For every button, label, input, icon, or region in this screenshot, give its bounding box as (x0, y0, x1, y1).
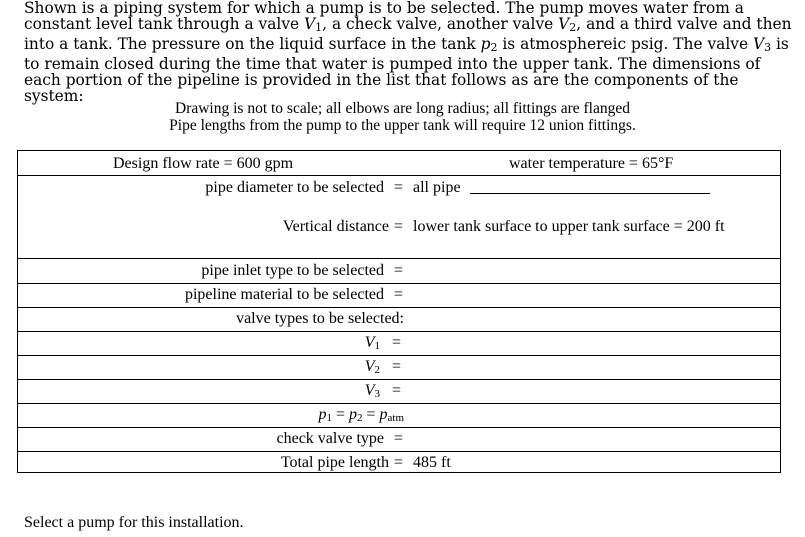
p2-symbol: p (348, 406, 357, 423)
v1-label (365, 334, 380, 355)
intro-v3: V (752, 35, 765, 53)
pipeline-material-label: pipeline material to be selected (184, 286, 384, 303)
row-divider (17, 175, 781, 176)
pipe-diameter-eq: = (394, 179, 404, 196)
intro-p2-sub: 2 (490, 41, 498, 54)
intro-v1-sub: 1 (315, 21, 323, 34)
v3-sub: 3 (374, 388, 380, 400)
v3-label (365, 382, 380, 403)
intro-text-2: , a check valve, another valve (322, 15, 559, 33)
intro-text-1: Shown is a piping system for which a pump is to be selected. The pump moves water from a constant level tank through a valve (24, 0, 744, 33)
row-divider (17, 283, 781, 284)
pressure-equality (318, 406, 404, 427)
v2-eq: = (392, 358, 402, 375)
row-divider (17, 403, 781, 404)
intro-v3-sub: 3 (764, 41, 772, 54)
intro-text-4: is atmosphereic psig. The valve (497, 35, 753, 53)
row-divider (17, 307, 781, 308)
v2-sub: 2 (374, 364, 380, 376)
total-length-eq: = (394, 454, 404, 471)
pipe-diameter-blank (470, 193, 710, 194)
check-valve-eq: = (394, 430, 404, 447)
intro-p2: p (480, 35, 491, 53)
intro-v1: V (304, 15, 316, 33)
v3-eq: = (392, 382, 402, 399)
footer-instruction: Select a pump for this installation. (24, 514, 244, 531)
v1-sub: 1 (374, 340, 380, 352)
pipeline-material-eq: = (394, 286, 404, 303)
vertical-distance-eq: = (394, 218, 404, 235)
v3-symbol: V (364, 382, 375, 399)
water-temperature: water temperature = 65°F (509, 155, 674, 172)
v1-symbol: V (364, 334, 375, 351)
v2-label (365, 358, 380, 379)
v1-eq: = (392, 334, 402, 351)
pipe-inlet-label: pipe inlet type to be selected (201, 262, 384, 279)
vertical-distance-value: lower tank surface to upper tank surface = 200 ft (413, 218, 725, 235)
pipe-diameter-value: all pipe (413, 179, 461, 196)
intro-v2-sub: 2 (569, 21, 577, 34)
v2-symbol: V (364, 358, 375, 375)
intro-text-5: is to remain closed during the time that water is pumped into the upper tank. The dimensions of each portion of the pipeline is provided in the list that follows as are the components of the system: (24, 35, 789, 105)
total-length-label: Total pipe length (280, 454, 389, 471)
patm-symbol: p (379, 406, 388, 423)
note-line-1: Drawing is not to scale; all elbows are long radius; all fittings are flanged (175, 100, 630, 117)
design-flow-rate: Design flow rate = 600 gpm (113, 155, 294, 172)
p1-sub: 1 (326, 412, 332, 424)
valve-types-label: valve types to be selected: (236, 310, 404, 327)
row-divider (17, 331, 781, 332)
total-length-value: 485 ft (413, 454, 451, 471)
row-divider (17, 427, 781, 428)
row-divider (17, 258, 781, 259)
row-divider (17, 379, 781, 380)
row-divider (17, 355, 781, 356)
note-line-2: Pipe lengths from the pump to the upper tank will require 12 union fittings. (169, 117, 636, 134)
check-valve-label: check valve type (276, 430, 384, 447)
row-divider (17, 451, 781, 452)
pipe-diameter-label: pipe diameter to be selected (205, 179, 384, 196)
p1-symbol: p (318, 406, 327, 423)
intro-v2: V (558, 15, 570, 33)
vertical-distance-label: Vertical distance (282, 218, 389, 235)
intro-text-3: , and a third valve and then into a tank. The pressure on the liquid surface in the tank (24, 15, 792, 53)
p-eq-1: = (331, 406, 349, 423)
p-eq-2: = (362, 406, 380, 423)
problem-intro (24, 0, 799, 104)
pipe-inlet-eq: = (394, 262, 404, 279)
patm-sub: atm (387, 412, 404, 424)
p2-sub: 2 (356, 412, 363, 424)
